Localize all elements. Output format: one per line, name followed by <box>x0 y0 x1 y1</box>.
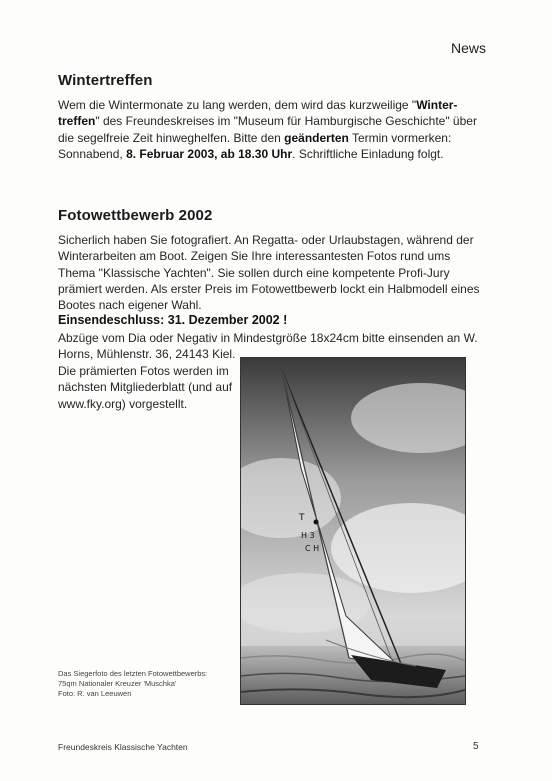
footer-publisher: Freundeskreis Klassische Yachten <box>58 742 188 752</box>
sail-emblem-icon <box>314 520 319 525</box>
fotowettbewerb-intro: Sicherlich haben Sie fotografiert. An Regatta- oder Urlaubstagen, während der Winterarbeiten am Boot. Zeigen Sie Ihre interessantesten Fotos rund ums Thema "Klassische Yachten". Sie sollen durch eine kompetente Profi-Jury prämiert werden. Als erster Preis im Fotowettbewerb lockt ein Halbmodell eines Bootes nach eigener Wahl. <box>58 233 480 313</box>
wintertreffen-paragraph <box>58 97 488 162</box>
sailboat-illustration <box>241 358 465 704</box>
caption-line-1: Das Siegerfoto des letzten Fotowettbewerbs: <box>58 669 208 678</box>
winter-bold-1: Winter-treffen <box>58 98 458 129</box>
section-header: News <box>450 40 486 56</box>
sail-mark-ch: C H <box>305 544 320 553</box>
publication-note: Die prämierten Fotos werden im nächsten Mitgliederblatt (und auf www.fky.org) vorgestellt. <box>58 364 233 411</box>
winter-text-2: " des Freundeskreises im "Museum für Hamburgische Geschichte" über die segelfreie Zeit hinweghelfen. Bitte den <box>58 114 477 145</box>
sailboat-photo <box>240 357 466 705</box>
winter-bold-2: geänderten <box>284 130 349 145</box>
caption-line-2: 75qm Nationaler Kreuzer 'Muschka' <box>58 679 177 688</box>
winter-text-3: Termin vormerken: Sonnabend, <box>58 130 452 161</box>
wintertreffen-heading: Wintertreffen <box>58 72 153 89</box>
submission-address: Abzüge vom Dia oder Negativ in Mindestgröße 18x24cm bitte einsenden an W. Horns, Mühlenstr. 36, 24143 Kiel. <box>58 331 478 362</box>
winter-date: 8. Februar 2003, ab 18.30 Uhr <box>126 146 293 161</box>
sail-mark-h3: H 3 <box>301 531 315 540</box>
caption-line-3: Foto: R. van Leeuwen <box>58 689 132 698</box>
fotowettbewerb-heading: Fotowettbewerb 2002 <box>58 207 213 224</box>
deadline-line: Einsendeschluss: 31. Dezember 2002 ! <box>58 313 288 327</box>
sail-mark-t: T <box>299 513 305 523</box>
page-number: 5 <box>473 741 479 752</box>
winter-text-4: . Schriftliche Einladung folgt. <box>292 146 444 161</box>
winter-text-1: Wem die Wintermonate zu lang werden, dem wird das kurzweilige " <box>58 98 417 112</box>
photo-caption <box>58 669 238 699</box>
